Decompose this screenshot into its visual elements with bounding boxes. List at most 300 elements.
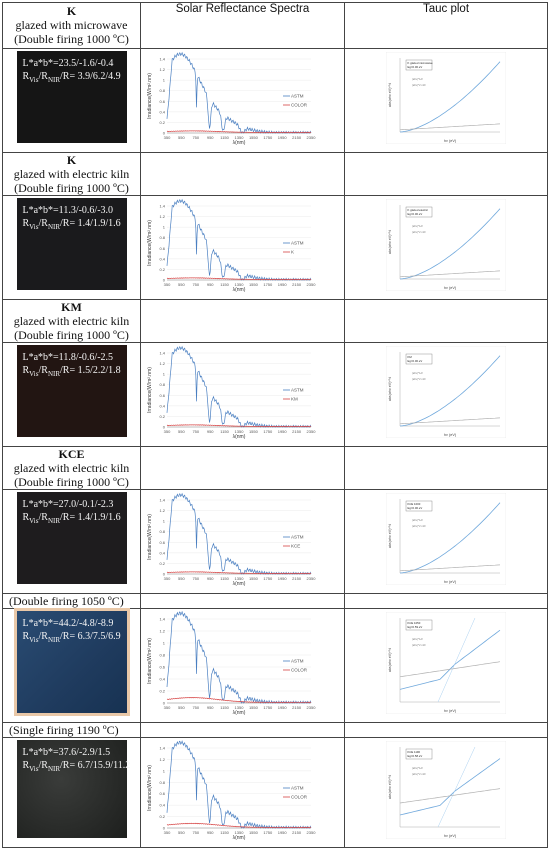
refl-slash: / [38,631,42,642]
solar-spectrum-chart [145,740,341,840]
row-firing: (Double firing 1000 ºC) [14,328,129,342]
solar-ytick: 1.2 [159,67,165,73]
empty-cell [141,300,345,343]
solar-ylabel: Irradiance(W/m².nm) [147,514,153,560]
label-cell [3,594,141,609]
solar-ytick: 0.4 [159,403,165,409]
solar-ytick: 0 [162,424,165,430]
solar-ytick: 0.2 [159,266,165,272]
solar-ytick: 0.6 [159,392,165,398]
header-sample-cell [3,3,141,49]
tauc-legend-2: (ahν)^2 x10 [412,378,426,381]
refl-values: = 3.9/6.2/4.9 [69,71,121,82]
refl-prefix: R [22,365,30,376]
lab-values: L*a*b*=27.0/-0.1/-2.3 [22,499,114,510]
solar-xtick: 550 [178,429,185,434]
sample-values [23,351,121,381]
solar-xtick: 1350 [234,830,244,835]
empty-cell [345,153,548,196]
solar-cell [141,738,345,848]
tauc-cell [345,196,548,300]
solar-xtick: 750 [192,282,200,287]
row-title: K [66,153,77,167]
row-firing: (Single firing 1190 ºC) [9,723,119,737]
tauc-box-eg: Eg=0.00 eV [407,359,423,363]
legend-astm: ASTM [291,387,304,393]
refl-sub-vis: Vis [29,636,39,644]
solar-xlabel: λ(nm) [232,140,246,145]
solar-ytick: 0.2 [159,119,165,125]
refl-mid: /R [60,760,70,771]
tauc-plot-chart [386,612,506,714]
solar-xtick: 1750 [263,705,273,710]
figure-row [3,609,548,723]
solar-ytick: 1 [162,77,165,83]
solar-ytick: 1 [162,518,165,524]
solar-xlabel: λ(nm) [232,710,246,715]
figure-table [2,2,548,848]
solar-xtick: 950 [206,429,214,434]
solar-ytick: 0.6 [159,791,165,797]
tauc-box-label: KCE 1050 [407,621,421,625]
legend-sample: KM [291,396,298,402]
empty-cell [345,300,548,343]
tauc-xlabel: hν (eV) [443,834,457,838]
solar-xtick: 1750 [263,282,273,287]
solar-cell [141,490,345,594]
sample-photo [17,740,131,838]
refl-sub-nir: NIR [47,76,60,84]
tauc-box-label: KCE 1190 [407,750,421,754]
row-title: KM [61,300,82,314]
tauc-ylabel: abs(αhν eV)^½ [388,82,392,108]
refl-prefix: R [22,512,30,523]
sample-photo [17,345,127,437]
solar-xlabel: λ(nm) [232,581,246,586]
solar-xtick: 1150 [220,429,229,434]
solar-xtick: 2150 [292,282,302,287]
tauc-box-label: K glazed electric [407,208,429,212]
solar-xtick: 550 [178,135,185,140]
legend-sample: COLOR [291,102,308,108]
legend-astm: ASTM [291,658,304,664]
empty-cell [141,447,345,490]
solar-xtick: 1550 [248,135,258,140]
solar-ytick: 0 [162,130,165,136]
solar-xtick: 2150 [292,429,302,434]
refl-sub-vis: Vis [29,76,39,84]
row1-sub1: glazed with microwave [15,18,128,32]
refl-slash: / [38,760,42,771]
tauc-ylabel: abs(αhν eV)^½ [388,376,392,402]
solar-xtick: 750 [192,830,200,835]
solar-ytick: 1 [162,371,165,377]
solar-ytick: 0.4 [159,550,165,556]
solar-ylabel: Irradiance(W/m².nm) [147,220,153,266]
solar-xtick: 350 [163,830,171,835]
solar-spectrum-chart [145,611,341,715]
label-row [3,723,548,738]
row-firing: (Double firing 1000 ºC) [14,475,129,489]
refl-sub-nir: NIR [47,370,60,378]
solar-xtick: 2150 [292,576,302,581]
solar-ytick: 0.6 [159,539,165,545]
tauc-plot-chart [386,346,506,438]
sample-values [23,498,121,528]
tauc-box-eg: Eg=0.00 eV [407,212,423,216]
refl-sub-nir: NIR [47,636,60,644]
refl-values: = 1.5/2.2/1.8 [69,365,121,376]
solar-ytick: 1.2 [159,361,165,367]
solar-spectrum-chart [145,198,341,292]
tauc-box-eg: Eg=0.59 eV [407,625,423,629]
tauc-xlabel: hν (eV) [443,286,457,290]
lab-values: L*a*b*=11.3/-0.6/-3.0 [22,205,114,216]
legend-astm: ASTM [291,93,304,99]
solar-cell [141,196,345,300]
solar-xtick: 550 [178,576,185,581]
tauc-cell [345,490,548,594]
solar-xlabel: λ(nm) [232,287,246,292]
sample-photo [17,198,127,290]
solar-ytick: 0.6 [159,245,165,251]
label-row [3,447,548,490]
solar-ytick: 0 [162,825,165,831]
row1-title: K [66,4,77,18]
solar-xtick: 1150 [220,576,229,581]
sample-cell [3,343,141,447]
solar-ytick: 0 [162,277,165,283]
reflectance-values [23,364,121,381]
refl-sub-vis: Vis [29,765,39,773]
solar-ytick: 0.2 [159,688,165,694]
reflectance-values [23,70,121,87]
solar-xtick: 750 [192,705,200,710]
tauc-ylabel: abs(αhν eV)^½ [388,229,392,255]
solar-xtick: 2350 [306,705,316,710]
solar-ytick: 0.2 [159,560,165,566]
tauc-xlabel: hν (eV) [443,580,457,584]
solar-xtick: 2350 [306,282,316,287]
tauc-ylabel: abs(αhν eV)^½ [388,774,392,800]
tauc-legend-2: (ahν)^2 x10 [412,644,426,647]
solar-ytick: 1.4 [159,497,165,503]
refl-prefix: R [22,760,30,771]
tauc-legend-1: (ahν)^1/2 [412,372,423,375]
solar-xtick: 950 [206,576,214,581]
refl-sub-vis: Vis [29,517,39,525]
solar-ytick: 1.4 [159,203,165,209]
row-firing: (Double firing 1000 ºC) [14,181,129,195]
legend-astm: ASTM [291,240,304,246]
label-cell [3,447,141,490]
solar-ytick: 0.8 [159,382,165,388]
solar-xtick: 2350 [306,830,316,835]
tauc-legend-1: (ahν)^1/2 [412,519,423,522]
refl-mid: /R [60,365,70,376]
tauc-box-eg: Eg=0.00 eV [407,506,423,510]
tauc-box-eg: Eg=0.58 eV [407,754,423,758]
solar-ytick: 0.4 [159,676,165,682]
label-row [3,300,548,343]
solar-xtick: 1950 [277,830,287,835]
refl-slash: / [38,71,42,82]
solar-ytick: 1.2 [159,508,165,514]
empty-cell [345,594,548,609]
refl-prefix: R [22,631,30,642]
lab-values: L*a*b*=11.8/-0.6/-2.5 [22,352,114,363]
tauc-xlabel: hν (eV) [443,709,457,713]
solar-ytick: 0.6 [159,98,165,104]
refl-mid: /R [60,71,70,82]
refl-prefix: R [41,631,48,642]
lab-values: L*a*b*=44.2/-4.8/-8.9 [22,618,114,629]
solar-ytick: 1 [162,640,165,646]
refl-slash: / [38,512,42,523]
legend-astm: ASTM [291,534,304,540]
solar-spectrum-chart [145,492,341,586]
solar-ylabel: Irradiance(W/m².nm) [147,638,153,684]
sample-cell [3,738,141,848]
sample-photo [17,51,127,143]
reflectance-values [23,759,131,776]
solar-xtick: 1150 [220,135,229,140]
tauc-legend-1: (ahν)^1/2 [412,767,423,770]
solar-xtick: 1750 [263,576,273,581]
refl-prefix: R [41,365,48,376]
sample-cell [3,490,141,594]
solar-xtick: 1150 [220,282,229,287]
solar-xlabel: λ(nm) [232,434,246,439]
solar-xtick: 1550 [248,429,258,434]
solar-xtick: 1350 [234,429,244,434]
row-sub1: glazed with electric kiln [13,167,130,181]
solar-ytick: 0.8 [159,88,165,94]
refl-prefix: R [41,760,48,771]
refl-mid: /R [60,631,70,642]
solar-xtick: 1150 [220,830,229,835]
refl-prefix: R [22,71,30,82]
label-cell [3,300,141,343]
empty-cell [141,723,345,738]
solar-xtick: 750 [192,429,200,434]
solar-xlabel: λ(nm) [232,835,246,840]
solar-spectrum-chart [145,51,341,145]
tauc-xlabel: hν (eV) [443,433,457,437]
refl-sub-nir: NIR [47,223,60,231]
solar-xtick: 750 [192,576,200,581]
solar-spectrum-chart [145,345,341,439]
tauc-ylabel: abs(αhν eV)^½ [388,647,392,673]
tauc-legend-2: (ahν)^2 x10 [412,773,426,776]
sample-values [23,617,121,647]
tauc-box-eg: Eg=0.00 eV [407,65,423,69]
solar-xtick: 2350 [306,429,316,434]
tauc-cell [345,343,548,447]
solar-xtick: 1950 [277,576,287,581]
solar-xtick: 550 [178,705,185,710]
solar-xtick: 1750 [263,135,273,140]
row-sub1: glazed with electric kiln [13,461,130,475]
refl-prefix: R [22,218,30,229]
refl-sub-nir: NIR [47,765,60,773]
solar-ytick: 0.4 [159,256,165,262]
solar-xtick: 350 [163,429,171,434]
solar-xtick: 1950 [277,429,287,434]
solar-ytick: 0.4 [159,802,165,808]
refl-values: = 1.4/1.9/1.6 [69,512,121,523]
solar-ytick: 0.8 [159,235,165,241]
solar-xtick: 1350 [234,135,244,140]
tauc-plot-chart [386,199,506,291]
tauc-ylabel: abs(αhν eV)^½ [388,523,392,549]
solar-xtick: 1550 [248,705,258,710]
solar-xtick: 350 [163,576,171,581]
solar-cell [141,343,345,447]
sample-values [23,746,131,776]
label-row [3,594,548,609]
solar-xtick: 1950 [277,135,287,140]
row-title: KCE [58,447,85,461]
solar-ytick: 1.4 [159,56,165,62]
solar-ytick: 0.2 [159,413,165,419]
tauc-legend-2: (ahν)^2 x10 [412,525,426,528]
solar-xtick: 2150 [292,705,302,710]
solar-xtick: 950 [206,830,214,835]
solar-ytick: 1 [162,768,165,774]
sample-cell [3,609,141,723]
tauc-box-label: K glazed microwave [407,61,433,65]
refl-slash: / [38,218,42,229]
tauc-cell [345,49,548,153]
solar-xtick: 2150 [292,830,302,835]
solar-xtick: 750 [192,135,200,140]
row-sub1: glazed with electric kiln [13,314,130,328]
label-cell [3,723,141,738]
solar-ytick: 1 [162,224,165,230]
header-row [3,3,548,49]
header-solar: Solar Reflectance Spectra [141,3,345,49]
legend-sample: COLOR [291,667,308,673]
refl-mid: /R [60,218,70,229]
solar-ytick: 0 [162,700,165,706]
solar-ytick: 1.4 [159,616,165,622]
refl-sub-vis: Vis [29,370,39,378]
empty-cell [141,594,345,609]
solar-xtick: 1550 [248,282,258,287]
refl-sub-nir: NIR [47,517,60,525]
solar-xtick: 1350 [234,576,244,581]
tauc-legend-2: (ahν)^2 x10 [412,84,426,87]
header-tauc: Tauc plot [345,3,548,49]
solar-ytick: 0.8 [159,652,165,658]
tauc-xlabel: hν (eV) [443,139,457,143]
solar-ytick: 1.2 [159,756,165,762]
solar-ytick: 0.8 [159,529,165,535]
empty-cell [141,153,345,196]
figure-row [3,343,548,447]
solar-ylabel: Irradiance(W/m².nm) [147,765,153,811]
refl-values: = 6.7/15.9/11.2 [69,760,131,771]
solar-xtick: 1350 [234,282,244,287]
sample-values [23,57,121,87]
refl-values: = 1.4/1.9/1.6 [69,218,121,229]
empty-cell [345,723,548,738]
solar-ylabel: Irradiance(W/m².nm) [147,367,153,413]
solar-xtick: 1350 [234,705,244,710]
empty-cell [345,447,548,490]
solar-xtick: 350 [163,282,171,287]
solar-xtick: 1550 [248,830,258,835]
solar-ylabel: Irradiance(W/m².nm) [147,73,153,119]
solar-ytick: 1.4 [159,350,165,356]
solar-xtick: 2350 [306,576,316,581]
lab-values: L*a*b*=37.6/-2.9/1.5 [22,747,111,758]
solar-xtick: 350 [163,705,171,710]
tauc-plot-chart [386,741,506,839]
sample-cell [3,49,141,153]
solar-ytick: 1.2 [159,214,165,220]
solar-ytick: 0.6 [159,664,165,670]
figure-row [3,49,548,153]
row-firing: (Double firing 1050 ºC) [9,594,124,608]
solar-xtick: 950 [206,705,214,710]
solar-xtick: 350 [163,135,171,140]
figure-row [3,196,548,300]
tauc-plot-chart [386,52,506,144]
reflectance-values [23,511,121,528]
solar-xtick: 550 [178,830,185,835]
tauc-cell [345,609,548,723]
refl-prefix: R [41,218,48,229]
solar-cell [141,609,345,723]
refl-mid: /R [60,512,70,523]
solar-xtick: 1750 [263,830,273,835]
tauc-legend-1: (ahν)^1/2 [412,78,423,81]
figure-row [3,490,548,594]
refl-prefix: R [41,71,48,82]
tauc-legend-2: (ahν)^2 x10 [412,231,426,234]
tauc-legend-1: (ahν)^1/2 [412,225,423,228]
tauc-plot-chart [386,493,506,585]
sample-photo [17,492,127,584]
solar-xtick: 550 [178,282,185,287]
sample-cell [3,196,141,300]
solar-xtick: 1950 [277,705,287,710]
tauc-box-label: KCE 1000 [407,502,421,506]
solar-xtick: 1750 [263,429,273,434]
refl-values: = 6.3/7.5/6.9 [69,631,121,642]
legend-astm: ASTM [291,785,304,791]
solar-xtick: 2150 [292,135,302,140]
solar-xtick: 950 [206,282,214,287]
solar-xtick: 1950 [277,282,287,287]
legend-sample: K [291,249,295,255]
refl-sub-vis: Vis [29,223,39,231]
solar-xtick: 1550 [248,576,258,581]
legend-sample: COLOR [291,794,308,800]
solar-xtick: 950 [206,135,214,140]
label-row [3,153,548,196]
sample-values [23,204,121,234]
reflectance-values [23,630,121,647]
tauc-box-label: KM [407,355,412,359]
sample-photo [17,611,127,713]
solar-cell [141,49,345,153]
lab-values: L*a*b*=23.5/-1.6/-0.4 [22,58,114,69]
legend-sample: KCE [291,543,301,549]
solar-ytick: 0.2 [159,814,165,820]
